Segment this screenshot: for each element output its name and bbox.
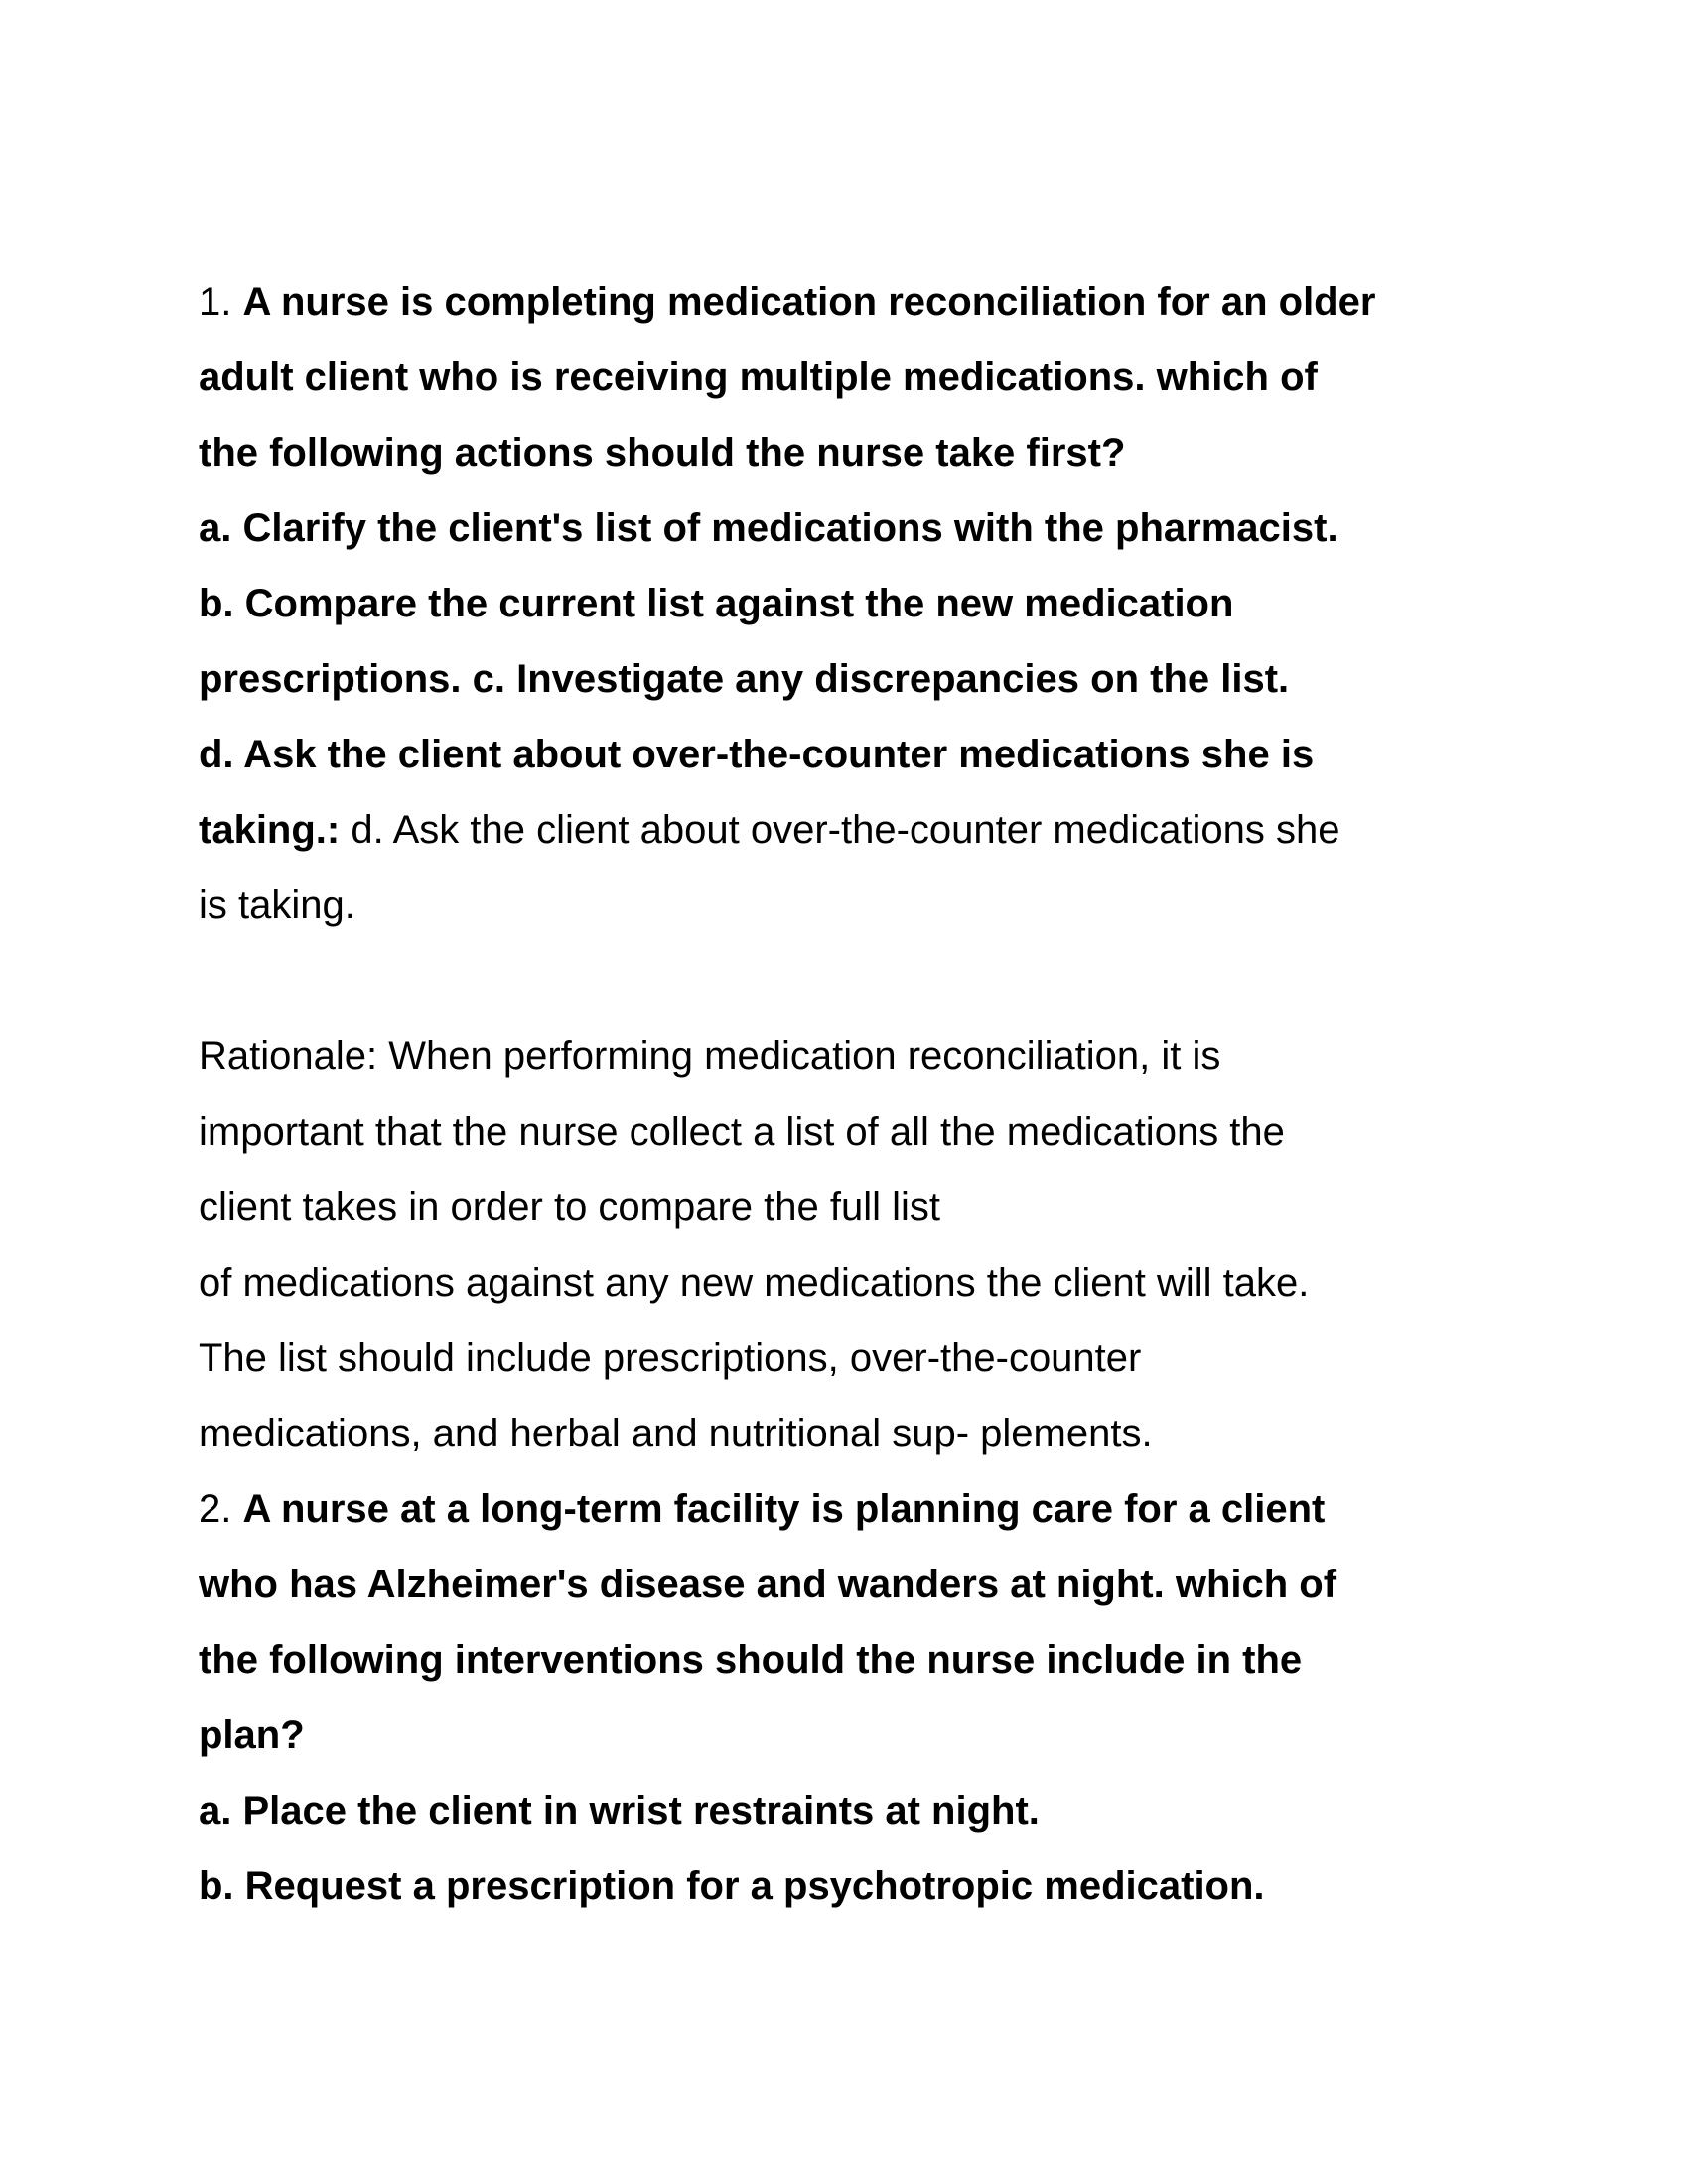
q1-rationale-line: of medications against any new medications the client will take.: [199, 1261, 1310, 1304]
q1-rationale-line: client takes in order to compare the full list: [199, 1185, 941, 1229]
q1-question-line: adult client who is receiving multiple medications. which of: [199, 355, 1318, 399]
q1-option-d: d. Ask the client about over-the-counter medications she is: [199, 733, 1315, 776]
q2-question-line: the following interventions should the nurse include in the: [199, 1638, 1303, 1682]
q2-question-line: plan?: [199, 1713, 305, 1757]
q2-option-b: b. Request a prescription for a psychotropic medication.: [199, 1864, 1265, 1908]
q2-number: 2.: [199, 1487, 232, 1531]
q1-question-text: A nurse is completing medication reconciliation for an older: [242, 280, 1376, 324]
q1-question-line: the following actions should the nurse take first?: [199, 431, 1126, 475]
q1-option-a: a. Clarify the client's list of medications with the pharmacist.: [199, 506, 1338, 550]
q1-question-end: taking.:: [199, 808, 341, 852]
q2-option-a: a. Place the client in wrist restraints at night.: [199, 1789, 1040, 1833]
q1-option-b: b. Compare the current list against the new medication: [199, 582, 1234, 625]
q1-rationale-line: The list should include prescriptions, over-the-counter: [199, 1336, 1142, 1380]
spacer: [199, 943, 1489, 1019]
q2-question-text: A nurse at a long-term facility is planning care for a client: [242, 1487, 1326, 1531]
q1-answer-line: [199, 792, 1489, 868]
q1-line-1: [199, 264, 1489, 340]
q2-line-1: [199, 1471, 1489, 1547]
q1-number: 1.: [199, 280, 232, 324]
q1-rationale-line: medications, and herbal and nutritional sup- plements.: [199, 1412, 1153, 1455]
q1-answer-cont: is taking.: [199, 884, 355, 927]
document-body: [199, 264, 1489, 1924]
q1-option-c: prescriptions. c. Investigate any discrepancies on the list.: [199, 657, 1290, 701]
q1-rationale-line: Rationale: When performing medication reconciliation, it is: [199, 1034, 1221, 1078]
q2-question-line: who has Alzheimer's disease and wanders at night. which of: [199, 1563, 1337, 1606]
q1-rationale-line: important that the nurse collect a list of all the medications the: [199, 1110, 1285, 1154]
q1-answer: d. Ask the client about over-the-counter medications she: [351, 808, 1340, 852]
